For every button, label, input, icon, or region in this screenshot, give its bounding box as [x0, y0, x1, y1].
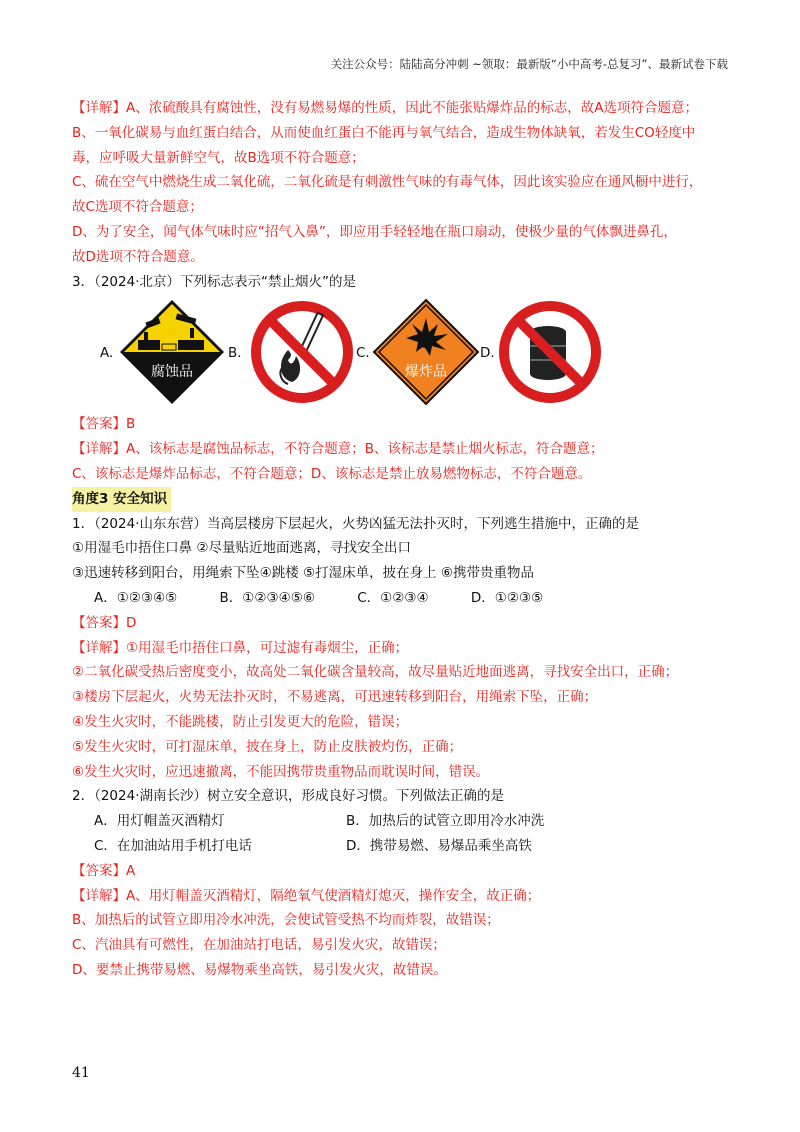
option-d: D．①②③⑤: [470, 589, 544, 606]
explain-line: ③楼房下层起火，火势无法扑灭时，不易逃离，可迅速转移到阳台，用绳索下坠，正确；: [72, 689, 598, 706]
sign-options: [72, 298, 732, 406]
option-a: A．①②③④⑤: [94, 589, 178, 606]
question-items: ①用湿毛巾捂住口鼻 ②尽量贴近地面逃离，寻找安全出口: [72, 540, 411, 557]
explain-line: D、要禁止携带易燃、易爆物乘坐高铁，易引发火灾，故错误。: [72, 961, 447, 978]
corrosive-sign-text: 腐蚀品: [151, 364, 193, 381]
option-row: [72, 834, 732, 859]
option-row: [72, 586, 732, 611]
section-title: 角度3 安全知识: [72, 487, 171, 512]
option-label-d: D.: [480, 345, 495, 362]
explain-line: ⑥发生火灾时，应迅速撤离，不能因携带贵重物品而耽误时间，错误。: [72, 763, 490, 780]
option-row: [72, 809, 732, 834]
explain-line: 【详解】A、浓硫酸具有腐蚀性，没有易燃易爆的性质，因此不能张贴爆炸品的标志，故A选项符合题意；: [72, 100, 698, 116]
question-stem: 2．（2024·湖南长沙）树立安全意识，形成良好习惯。下列做法正确的是: [72, 788, 504, 805]
explain-line: 故D选项不符合题意。: [72, 248, 204, 265]
explain-line: 毒，应呼吸大量新鲜空气，故B选项不符合题意；: [72, 149, 365, 166]
answer-line: 【答案】A: [72, 862, 136, 879]
option-d: D．携带易燃、易爆品乘坐高铁: [346, 837, 532, 854]
answer-line: 【答案】D: [72, 614, 137, 631]
option-c: C．①②③④: [357, 589, 429, 606]
option-c: C．在加油站用手机打电话: [94, 837, 252, 854]
section-heading: [72, 487, 732, 512]
option-b: B．加热后的试管立即用冷水冲洗: [346, 813, 545, 830]
option-label-b: B.: [228, 345, 242, 362]
explain-line: 【详解】A、该标志是腐蚀品标志，不符合题意；B、该标志是禁止烟火标志，符合题意；: [72, 441, 604, 458]
question-items: ③迅速转移到阳台，用绳索下坠④跳楼 ⑤打湿床单，披在身上 ⑥携带贵重物品: [72, 565, 534, 582]
page-content: [72, 96, 732, 983]
explain-line: C、该标志是爆炸品标志，不符合题意；D、该标志是禁止放易燃物标志，不符合题意。: [72, 465, 592, 482]
option-b: B．①②③④⑤⑥: [219, 589, 315, 606]
question-stem: 1．（2024·山东东营）当高层楼房下层起火，火势凶猛无法扑灭时，下列逃生措施中，正确的是: [72, 515, 639, 532]
answer-line: 【答案】B: [72, 416, 136, 433]
explain-line: ⑤发生火灾时，可打湿床单，披在身上，防止皮肤被灼伤，正确；: [72, 738, 463, 755]
no-fire-sign: [248, 298, 356, 406]
explain-line: C、汽油具有可燃性，在加油站打电话，易引发火灾，故错误；: [72, 937, 446, 954]
no-flammables-sign: [496, 298, 604, 406]
option-label-a: A.: [100, 345, 114, 362]
option-a: A．用灯帽盖灭酒精灯: [94, 813, 225, 830]
page-number: 41: [72, 1065, 90, 1081]
explain-line: ④发生火灾时，不能跳楼，防止引发更大的危险，错误；: [72, 713, 409, 730]
explain-line: 【详解】①用湿毛巾捂住口鼻，可过滤有毒烟尘，正确；: [72, 639, 409, 656]
explosive-sign: [372, 298, 480, 406]
option-label-c: C.: [356, 345, 370, 362]
explain-line: D、为了安全，闻气体气味时应“招气入鼻”，即应用手轻轻地在瓶口扇动，使极少量的气体飘进鼻孔，: [72, 223, 677, 240]
page-header: 关注公众号：陆陆高分冲刺 ~领取：最新版“小中高考-总复习”、最新试卷下载: [330, 57, 728, 71]
corrosive-sign: [118, 298, 226, 406]
explain-line: C、硫在空气中燃烧生成二氧化硫，二氧化硫是有刺激性气味的有毒气体，因此该实验应在通风橱中进行，: [72, 174, 703, 191]
question-stem: 3．（2024·北京）下列标志表示“禁止烟火”的是: [72, 273, 356, 290]
explain-line: B、一氧化碳易与血红蛋白结合，从而使血红蛋白不能再与氧气结合，造成生物体缺氧，若发生CO轻度中: [72, 124, 696, 141]
explain-line: B、加热后的试管立即用冷水冲洗，会使试管受热不均而炸裂，故错误；: [72, 912, 500, 929]
explain-line: 【详解】A、用灯帽盖灭酒精灯，隔绝氧气使酒精灯熄灭，操作安全，故正确；: [72, 887, 541, 904]
explain-line: 故C选项不符合题意；: [72, 199, 203, 216]
explosive-sign-text: 爆炸品: [405, 364, 447, 381]
explain-line: ②二氧化碳受热后密度变小，故高处二氧化碳含量较高，故尽量贴近地面逃离，寻找安全出口，正确；: [72, 664, 679, 681]
